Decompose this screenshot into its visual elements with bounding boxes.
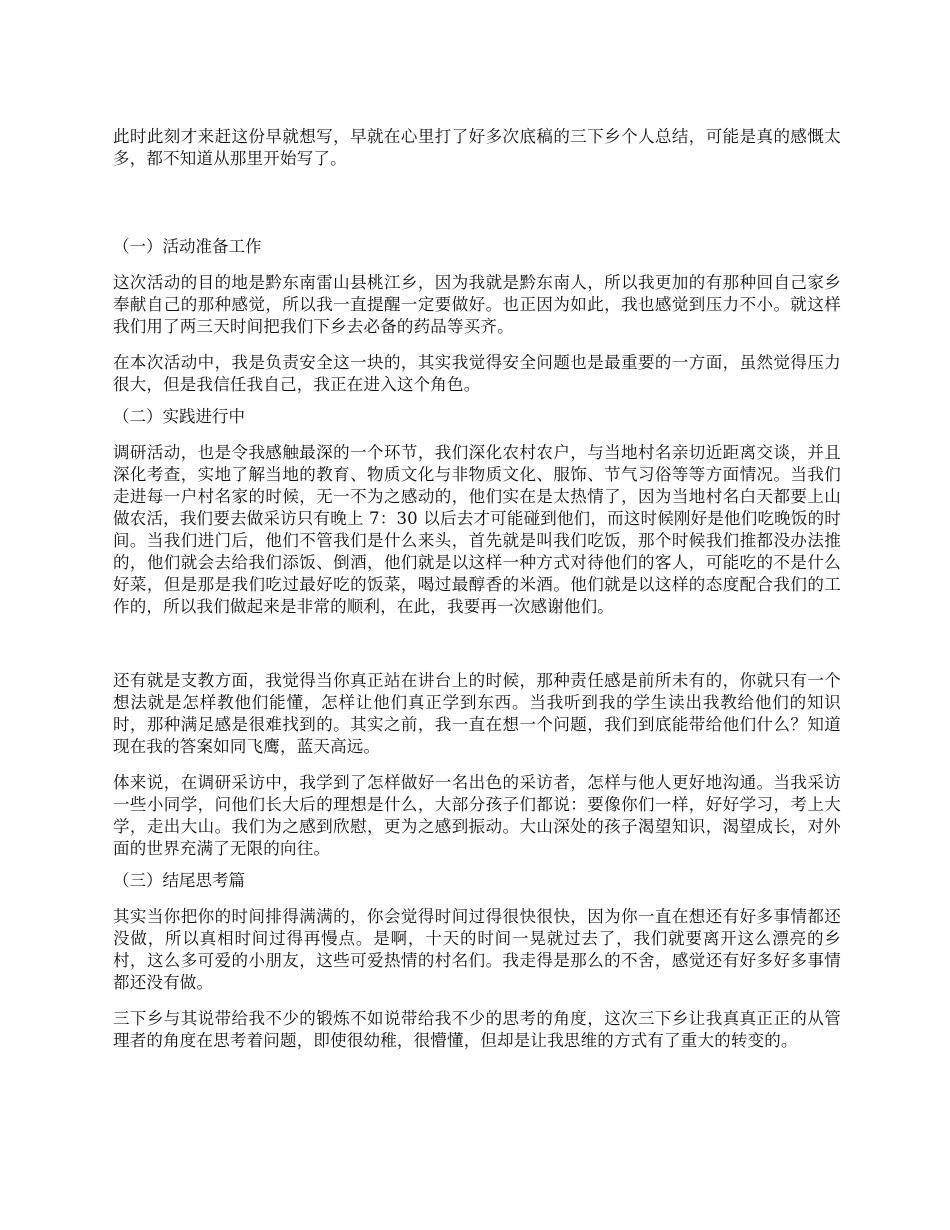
reflection-paragraph-1: 其实当你把你的时间排得满满的，你会觉得时间过得很快很快，因为你一直在想还有好多事情都还没做，所以真相时间过得再慢点。是啊，十天的时间一晃就过去了，我们就要离开这么漂亮的乡村，这么多可爱的小朋友，这些可爱热情的村名们。我走得是那么的不舍，感觉还有好多好多事情都还没有做。 bbox=[113, 907, 841, 992]
practice-paragraph-1: 调研活动，也是令我感触最深的一个环节，我们深化农村农户，与当地村名亲切近距离交谈，并且深化考查，实地了解当地的教育、物质文化与非物质文化、服饰、节气习俗等等方面情况。当我们走进每一户村名家的时候，无一不为之感动的，他们实在是太热情了，因为当地村名白天都要上山做农活，我们要去做采访只有晚上 7：30 以后去才可能碰到他们，而这时候刚好是他们吃晚饭的时间。当我们进门后，他们不管我们是什么来头，首先就是叫我们吃饭，那个时候我们推都没办法推的，他们就会去给我们添饭、倒酒，他们就是以这样一种方式对待他们的客人，可能吃的不是什么好菜，但是那是我们吃过最好吃的饭菜，喝过最醇香的米酒。他们就是以这样的态度配合我们的工作的，所以我们做起来是非常的顺利，在此，我要再一次感谢他们。 bbox=[113, 443, 841, 616]
section-heading-practice: （二）实践进行中 bbox=[113, 407, 245, 426]
document-body bbox=[113, 126, 841, 1052]
preparation-paragraph-1: 这次活动的目的地是黔东南雷山县桃江乡，因为我就是黔东南人，所以我更加的有那种回自己家乡奉献自己的那种感觉，所以我一直提醒一定要做好。也正因为如此，我也感觉到压力不小。就这样我们用了两三天时间把我们下乡去必备的药品等买齐。 bbox=[113, 273, 841, 336]
section-heading-reflection: （三）结尾思考篇 bbox=[113, 871, 245, 890]
practice-paragraph-2: 还有就是支教方面，我觉得当你真正站在讲台上的时候，那种责任感是前所未有的，你就只有一个想法就是怎样教他们能懂，怎样让他们真正学到东西。当我听到我的学生读出我教给他们的知识时，那种满足感是很难找到的。其实之前，我一直在想一个问题，我们到底能带给他们什么？知道现在我的答案如同飞鹰，蓝天高远。 bbox=[113, 671, 841, 756]
preparation-paragraph-2: 在本次活动中，我是负责安全这一块的，其实我觉得安全问题也是最重要的一方面，虽然觉得压力很大，但是我信任我自己，我正在进入这个角色。 bbox=[113, 353, 841, 394]
reflection-paragraph-2: 三下乡与其说带给我不少的锻炼不如说带给我不少的思考的角度，这次三下乡让我真真正正的从管理者的角度在思考着问题，即使很幼稚，很懵懂，但却是让我思维的方式有了重大的转变的。 bbox=[113, 1009, 841, 1050]
section-heading-preparation: （一）活动准备工作 bbox=[113, 237, 262, 256]
intro-paragraph: 此时此刻才来赶这份早就想写，早就在心里打了好多次底稿的三下乡个人总结，可能是真的感慨太多，都不知道从那里开始写了。 bbox=[113, 127, 841, 168]
practice-paragraph-3: 体来说，在调研采访中，我学到了怎样做好一名出色的采访者，怎样与他人更好地沟通。当我采访一些小同学，问他们长大后的理想是什么，大部分孩子们都说：要像你们一样，好好学习，考上大学，走出大山。我们为之感到欣慰，更为之感到振动。大山深处的孩子渴望知识，渴望成长，对外面的世界充满了无限的向往。 bbox=[113, 773, 841, 858]
